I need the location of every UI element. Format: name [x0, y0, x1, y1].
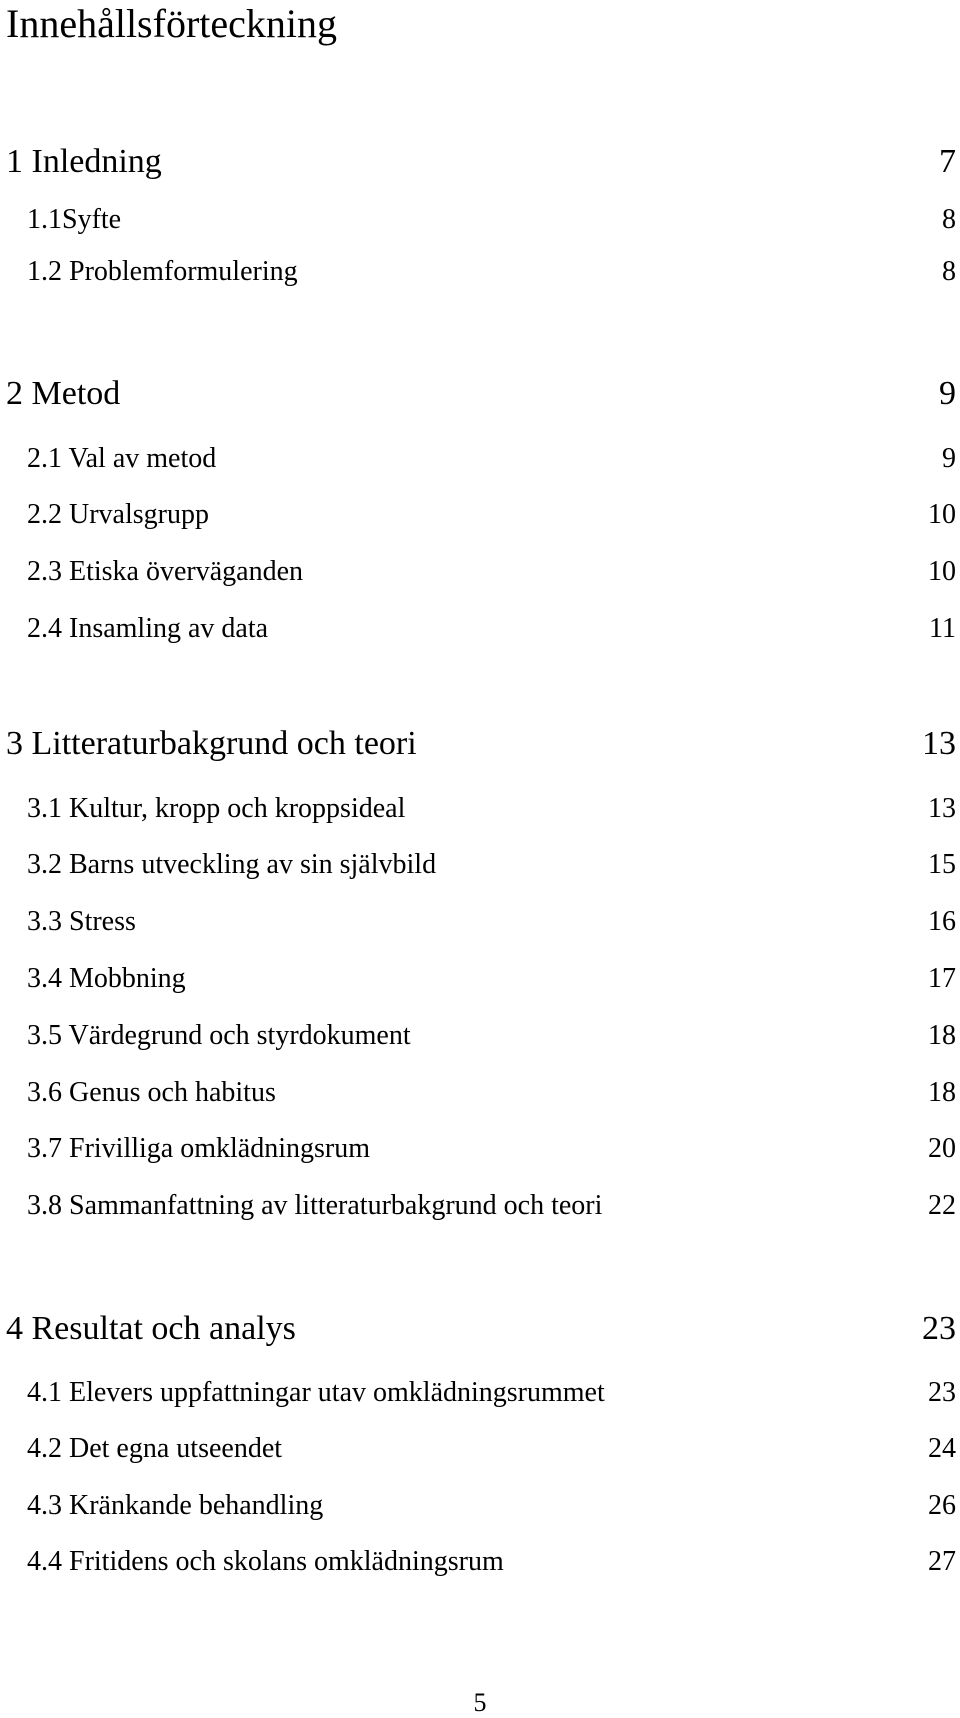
toc-section-4-1 [0, 1377, 956, 1409]
toc-page-number: 13 [928, 793, 956, 824]
toc-section-label: 3.1 Kultur, kropp och kroppsideal [27, 793, 406, 824]
toc-chapter-label: 4 Resultat och analys [6, 1310, 296, 1347]
toc-section-label: 3.5 Värdegrund och styrdokument [27, 1020, 411, 1051]
toc-section-label: 4.3 Kränkande behandling [27, 1490, 324, 1521]
toc-section-2-2 [0, 499, 956, 531]
toc-page-number: 22 [928, 1190, 956, 1221]
toc-chapter-label: 2 Metod [6, 375, 121, 412]
toc-page-number: 27 [928, 1546, 956, 1577]
toc-section-3-5 [0, 1020, 956, 1052]
toc-section-2-3 [0, 556, 956, 588]
toc-page-number: 16 [928, 906, 956, 937]
toc-section-1-1 [0, 204, 956, 236]
toc-section-3-2 [0, 849, 956, 881]
toc-section-4-4 [0, 1546, 956, 1578]
toc-section-2-1 [0, 443, 956, 475]
toc-section-3-8 [0, 1190, 956, 1222]
toc-page-number: 10 [928, 556, 956, 587]
toc-page-number: 24 [928, 1433, 956, 1464]
toc-title: Innehållsförteckning [6, 1, 337, 46]
toc-section-3-6 [0, 1077, 956, 1109]
toc-section-label: 2.3 Etiska överväganden [27, 556, 304, 587]
toc-section-label: 3.2 Barns utveckling av sin självbild [27, 849, 437, 880]
toc-section-4-2 [0, 1433, 956, 1465]
toc-section-label: 4.4 Fritidens och skolans omklädningsrum [27, 1546, 504, 1577]
toc-section-1-2 [0, 256, 956, 288]
toc-page-number: 10 [928, 499, 956, 530]
toc-page-number: 18 [928, 1020, 956, 1051]
toc-section-label: 4.1 Elevers uppfattningar utav omklädningsrummet [27, 1377, 605, 1408]
toc-section-label: 3.8 Sammanfattning av litteraturbakgrund och teori [27, 1190, 603, 1221]
toc-page-number: 9 [939, 375, 956, 412]
toc-section-label: 3.3 Stress [27, 906, 136, 937]
toc-page-number: 9 [942, 443, 956, 474]
toc-section-label: 3.6 Genus och habitus [27, 1077, 276, 1108]
toc-page-number: 11 [929, 613, 956, 644]
toc-section-3-4 [0, 963, 956, 995]
toc-page-number: 26 [928, 1490, 956, 1521]
toc-section-label: 1.1Syfte [27, 204, 122, 235]
toc-page-number: 13 [922, 725, 956, 762]
toc-section-4-3 [0, 1490, 956, 1522]
toc-page-number: 23 [922, 1310, 956, 1347]
toc-chapter-3 [0, 725, 956, 763]
toc-section-label: 2.4 Insamling av data [27, 613, 269, 644]
toc-chapter-2 [0, 375, 956, 413]
toc-page-number: 20 [928, 1133, 956, 1164]
page-footer-number: 5 [473, 1688, 487, 1717]
toc-page-number: 17 [928, 963, 956, 994]
toc-chapter-4 [0, 1310, 956, 1348]
toc-chapter-label: 3 Litteraturbakgrund och teori [6, 725, 417, 762]
toc-section-2-4 [0, 613, 956, 645]
toc-section-3-1 [0, 793, 956, 825]
toc-page-number: 18 [928, 1077, 956, 1108]
toc-page-number: 23 [928, 1377, 956, 1408]
toc-chapter-label: 1 Inledning [6, 143, 162, 180]
toc-section-label: 1.2 Problemformulering [27, 256, 298, 287]
toc-section-3-7 [0, 1133, 956, 1165]
toc-page-number: 15 [928, 849, 956, 880]
toc-section-label: 4.2 Det egna utseendet [27, 1433, 283, 1464]
toc-section-label: 2.1 Val av metod [27, 443, 217, 474]
toc-section-3-3 [0, 906, 956, 938]
toc-section-label: 3.4 Mobbning [27, 963, 186, 994]
toc-chapter-1 [0, 143, 956, 181]
toc-page-number: 8 [942, 204, 956, 235]
toc-section-label: 2.2 Urvalsgrupp [27, 499, 209, 530]
toc-page-number: 7 [939, 143, 956, 180]
toc-section-label: 3.7 Frivilliga omklädningsrum [27, 1133, 370, 1164]
toc-page-number: 8 [942, 256, 956, 287]
